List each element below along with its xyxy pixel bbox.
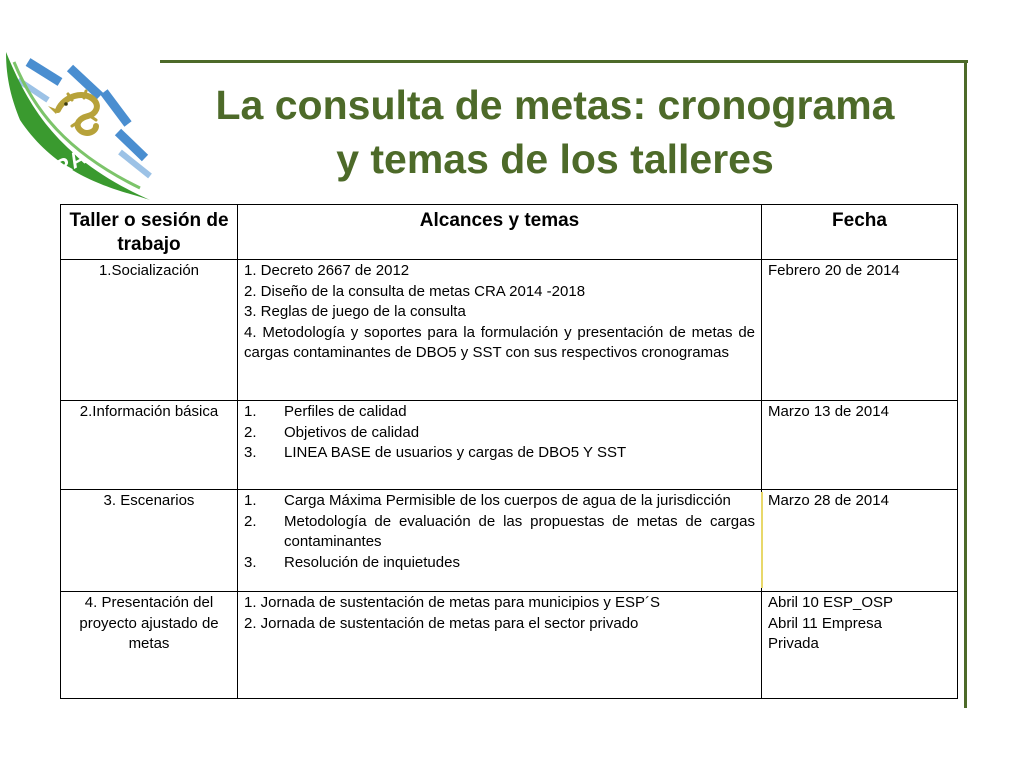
date-cell: Marzo 13 de 2014 (762, 401, 958, 490)
page-title (170, 78, 940, 186)
table-row (61, 592, 958, 699)
header-session: Taller o sesión de trabajo (61, 205, 238, 260)
date-cell: Marzo 28 de 2014 (762, 490, 958, 592)
session-cell: 4. Presentación del proyecto ajustado de metas (61, 592, 238, 699)
topic-item: 2. Diseño de la consulta de metas CRA 2014 -2018 (244, 282, 586, 300)
table-header-row (61, 205, 958, 260)
session-cell: 2.Información básica (61, 401, 238, 490)
schedule-table (60, 204, 958, 699)
topic-item: 1. Decreto 2667 de 2012 (244, 262, 410, 279)
topic-item: 1. Carga Máxima Permisible de los cuerpos de agua de la jurisdicción (244, 492, 731, 509)
table-row (61, 401, 958, 490)
topic-item: 2. Objetivos de calidad (244, 423, 420, 441)
header-topics: Alcances y temas (238, 205, 762, 260)
header-date: Fecha (762, 205, 958, 260)
topic-item: 2. Jornada de sustentación de metas para el sector privado (244, 614, 639, 632)
date-cell: Febrero 20 de 2014 (762, 260, 958, 401)
date-cell (762, 592, 958, 699)
topics-cell (238, 260, 762, 401)
topics-cell (238, 592, 762, 699)
topic-item: 4. Metodología y soportes para la formulación y presentación de metas de cargas contaminantes de DBO5 y SST con sus respectivos cronogramas (244, 323, 755, 361)
date-line: Privada (768, 635, 819, 652)
title-line-1: La consulta de metas: cronograma (215, 82, 895, 128)
table-row (61, 260, 958, 401)
table-row (61, 490, 958, 592)
slide-frame-top (160, 60, 968, 63)
title-line-2: y temas de los talleres (336, 136, 774, 182)
session-cell: 3. Escenarios (61, 490, 238, 592)
topic-list (244, 491, 755, 573)
logo-text: CRA (36, 144, 90, 189)
topic-item: 1. Jornada de sustentación de metas para municipios y ESP´S (244, 594, 661, 611)
cra-logo (0, 40, 165, 210)
highlight-mark (761, 492, 763, 588)
topic-item: 3. Resolución de inquietudes (244, 553, 460, 571)
slide-frame-right (964, 60, 967, 708)
topics-cell (238, 401, 762, 490)
date-line: Abril 10 ESP_OSP (768, 594, 894, 611)
session-cell: 1.Socialización (61, 260, 238, 401)
topic-item: 3. Reglas de juego de la consulta (244, 303, 466, 320)
topic-item: 3. LINEA BASE de usuarios y cargas de DBO5 Y SST (244, 444, 627, 461)
topic-item: 1. Perfiles de calidad (244, 403, 407, 420)
date-line: Abril 11 Empresa (768, 614, 882, 632)
topic-item: 2. Metodología de evaluación de las propuestas de metas de cargas contaminantes (244, 512, 755, 550)
topics-cell (238, 490, 762, 592)
topic-list (244, 402, 755, 464)
